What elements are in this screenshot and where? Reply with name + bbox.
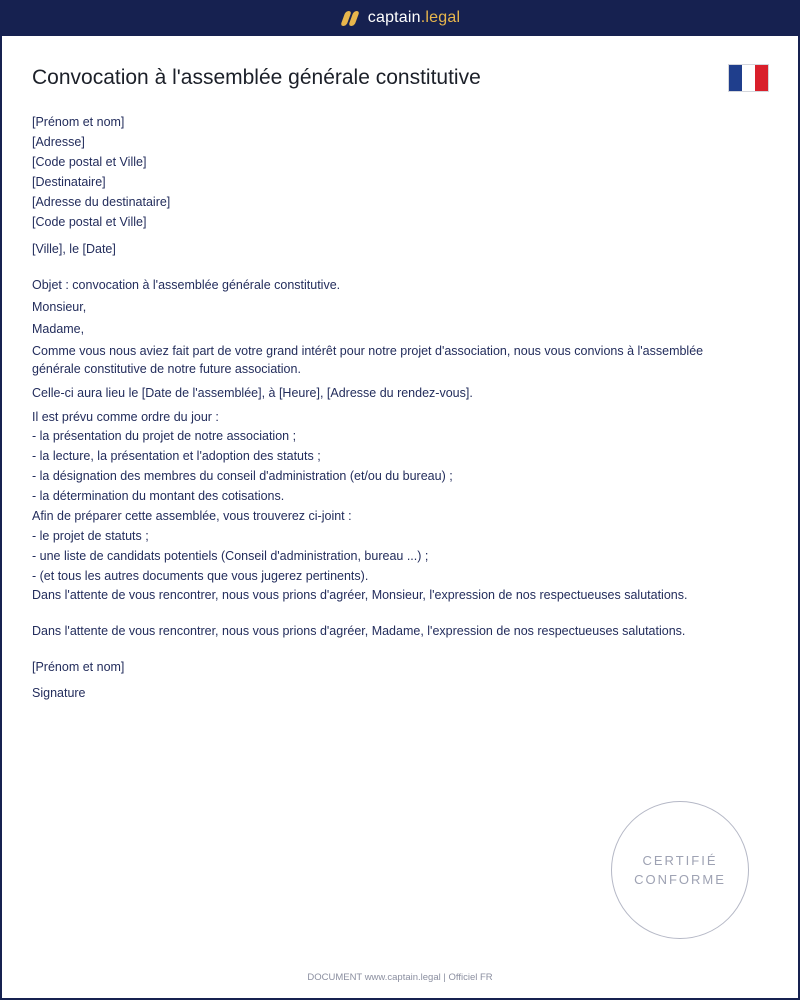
certified-stamp	[611, 801, 749, 939]
top-bar	[0, 0, 800, 36]
france-flag-icon	[728, 64, 769, 92]
captain-legal-logo-icon	[340, 10, 360, 26]
document-title: Convocation à l'assemblée générale constitutive	[32, 66, 481, 89]
agenda-intro: Il est prévu comme ordre du jour :	[32, 410, 219, 424]
list-item: - la détermination du montant des cotisations.	[32, 489, 285, 503]
attachments-list	[32, 526, 752, 586]
address-line: [Destinataire]	[32, 175, 106, 189]
place-date: [Ville], le [Date]	[32, 242, 116, 256]
address-line: [Prénom et nom]	[32, 115, 125, 129]
address-line: [Adresse du destinataire]	[32, 195, 171, 209]
list-item: - une liste de candidats potentiels (Conseil d'administration, bureau ...) ;	[32, 549, 429, 563]
salutation-monsieur: Monsieur,	[32, 300, 87, 314]
brand-name: captain	[367, 9, 421, 26]
letter-body	[32, 112, 752, 702]
list-item: - la désignation des membres du conseil d'administration (et/ou du bureau) ;	[32, 469, 453, 483]
list-item: - la présentation du projet de notre association ;	[32, 429, 297, 443]
stamp-line: CONFORME	[634, 872, 726, 887]
object-line: Objet : convocation à l'assemblée générale constitutive.	[32, 278, 341, 292]
list-item: - la lecture, la présentation et l'adoption des statuts ;	[32, 449, 321, 463]
address-line: [Code postal et Ville]	[32, 215, 147, 229]
signature-name: [Prénom et nom]	[32, 660, 125, 674]
closing-madame: Dans l'attente de vous rencontrer, nous vous prions d'agréer, Madame, l'expression de nos respectueuses salutations.	[32, 624, 686, 638]
document-footer: DOCUMENT www.captain.legal | Officiel FR	[307, 972, 493, 983]
address-line: [Adresse]	[32, 135, 85, 149]
closing-monsieur: Dans l'attente de vous rencontrer, nous vous prions d'agréer, Monsieur, l'expression de nos respectueuses salutations.	[32, 588, 688, 602]
intro-paragraph: Comme vous nous aviez fait part de votre grand intérêt pour notre projet d'association, nous vous convions à l'assemblée générale constitutive de notre future association.	[32, 344, 704, 376]
meeting-details: Celle-ci aura lieu le [Date de l'assemblée], à [Heure], [Adresse du rendez-vous].	[32, 386, 473, 400]
list-item: - (et tous les autres documents que vous jugerez pertinents).	[32, 569, 369, 583]
salutation-madame: Madame,	[32, 322, 85, 336]
agenda-list	[32, 426, 752, 506]
address-line: [Code postal et Ville]	[32, 155, 147, 169]
stamp-line: CERTIFIÉ	[642, 853, 718, 868]
address-block	[32, 112, 752, 232]
brand-logo[interactable]	[340, 9, 460, 27]
attachments-intro: Afin de préparer cette assemblée, vous trouverez ci-joint :	[32, 509, 352, 523]
signature-label: Signature	[32, 686, 86, 700]
list-item: - le projet de statuts ;	[32, 529, 149, 543]
brand-accent: .legal	[420, 9, 461, 26]
brand-text	[368, 9, 460, 27]
document-page	[2, 36, 798, 998]
